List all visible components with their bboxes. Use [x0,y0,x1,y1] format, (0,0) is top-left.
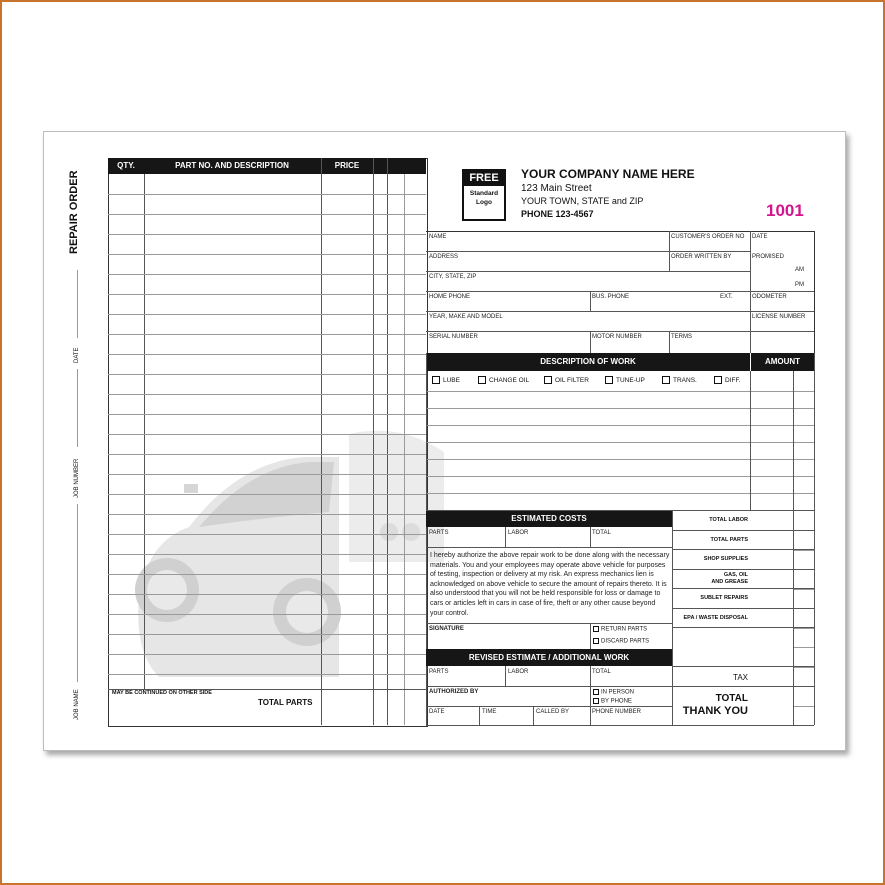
parts-table-row[interactable] [108,594,426,595]
change-oil-checkbox[interactable]: CHANGE OIL [478,376,529,384]
totals-total-parts-label: TOTAL PARTS [710,537,748,543]
parts-table-row[interactable] [108,634,426,635]
amount-header: AMOUNT [751,353,814,371]
repair-order-form [43,131,846,751]
work-description-row[interactable] [426,493,814,494]
company-street: 123 Main Street [521,183,592,194]
return-parts-checkbox[interactable]: RETURN PARTS [593,626,647,634]
parts-table-row[interactable] [108,674,426,675]
parts-table-row[interactable] [108,614,426,615]
epa-waste-label: EPA / WASTE DISPOSAL [683,615,748,621]
parts-table-row[interactable] [108,354,426,355]
total-labor-label: TOTAL LABOR [709,517,748,523]
promised-field[interactable]: PROMISED [752,254,785,260]
and-grease-label: AND GREASE [711,579,748,585]
parts-table-row[interactable] [108,494,426,495]
discard-parts-checkbox[interactable]: DISCARD PARTS [593,638,649,646]
revised-estimate-header: REVISED ESTIMATE / ADDITIONAL WORK [426,649,672,666]
work-description-row[interactable] [426,391,814,392]
parts-table-row[interactable] [108,414,426,415]
authorization-text: I hereby authorize the above repair work to be done along with the necessary materials. You and your employees may operate above vehicle for purposes of testing, inspection or delivery at my risk. An express mechanics lien is acknowledged on above vehicle to secure the amount of repairs thereto. It is also understood that you will not be held responsible for loss or damage to cars or articles left in cars in case of fire, theft or any other cause beyond your control. [430,552,670,617]
amount-row[interactable] [793,706,814,707]
parts-table-row[interactable] [108,394,426,395]
bus-phone-field[interactable]: BUS. PHONE [592,294,630,300]
promised-pm: PM [795,282,804,288]
year-make-model-field[interactable]: YEAR, MAKE AND MODEL [429,314,503,320]
rev-total-field[interactable]: TOTAL [592,669,611,675]
in-person-checkbox[interactable]: IN PERSON [593,689,634,697]
company-name: YOUR COMPANY NAME HERE [521,167,695,181]
date-label: DATE [74,347,80,363]
estimated-costs-header: ESTIMATED COSTS [426,510,672,527]
parts-table [108,158,428,727]
est-total-field[interactable]: TOTAL [592,530,611,536]
tax-label: TAX [733,673,748,682]
continued-note: MAY BE CONTINUED ON OTHER SIDE [112,690,212,696]
customers-order-no-field[interactable]: CUSTOMER'S ORDER NO [671,234,745,240]
parts-table-row[interactable] [108,254,426,255]
logo-free-text: FREE [464,171,504,186]
parts-table-row[interactable] [108,194,426,195]
parts-table-row[interactable] [108,234,426,235]
address-field[interactable]: ADDRESS [429,254,459,260]
motor-number-field[interactable]: MOTOR NUMBER [592,334,642,340]
amount-row[interactable] [793,647,814,648]
description-of-work-header: DESCRIPTION OF WORK [426,353,750,371]
logo-box [462,169,506,221]
parts-table-row[interactable] [108,514,426,515]
license-number-field[interactable]: LICENSE NUMBER [752,314,806,320]
work-description-row[interactable] [426,459,814,460]
ext-field[interactable]: EXT. [720,294,733,300]
parts-table-row[interactable] [108,374,426,375]
city-state-zip-field[interactable]: CITY, STATE, ZIP [429,274,477,280]
parts-table-row[interactable] [108,654,426,655]
parts-table-row[interactable] [108,214,426,215]
home-phone-field[interactable]: HOME PHONE [429,294,471,300]
work-description-row[interactable] [426,442,814,443]
serial-number-field[interactable]: SERIAL NUMBER [429,334,478,340]
sublet-repairs-label: SUBLET REPAIRS [700,595,748,601]
parts-table-row[interactable] [108,474,426,475]
phone-number-field[interactable]: PHONE NUMBER [592,709,642,715]
name-field[interactable]: NAME [429,234,447,240]
authorized-by-field[interactable]: AUTHORIZED BY [429,689,479,695]
form-number: 1001 [766,201,804,220]
rev-parts-field[interactable]: PARTS [429,669,449,675]
gas-oil-label: GAS, OIL [723,572,748,578]
odometer-field[interactable]: ODOMETER [752,294,787,300]
work-description-row[interactable] [426,408,814,409]
job-name-label: JOB NAME [74,689,80,720]
by-phone-checkbox[interactable]: BY PHONE [593,698,632,706]
signature-field[interactable]: SIGNATURE [429,626,464,632]
trans-checkbox[interactable]: TRANS. [662,376,697,384]
promised-am: AM [795,267,804,273]
lube-checkbox[interactable]: LUBE [432,376,460,384]
date-field[interactable]: DATE [752,234,768,240]
work-description-row[interactable] [426,425,814,426]
parts-table-row[interactable] [108,554,426,555]
rev-date-field[interactable]: DATE [429,709,445,715]
parts-table-row[interactable] [108,434,426,435]
diff-checkbox[interactable]: DIFF. [714,376,741,384]
thank-you-label: THANK YOU [682,705,748,717]
terms-field[interactable]: TERMS [671,334,692,340]
part-description-header: PART NO. AND DESCRIPTION [175,161,289,170]
shop-supplies-label: SHOP SUPPLIES [703,556,748,562]
job-number-label: JOB NUMBER [74,458,80,498]
oil-filter-checkbox[interactable]: OIL FILTER [544,376,589,384]
company-phone: PHONE 123-4567 [521,209,594,219]
company-city: YOUR TOWN, STATE and ZIP [521,196,644,206]
parts-table-row[interactable] [108,314,426,315]
parts-table-row[interactable] [108,294,426,295]
parts-table-row[interactable] [108,274,426,275]
parts-table-row[interactable] [108,574,426,575]
tune-up-checkbox[interactable]: TUNE-UP [605,376,645,384]
called-by-field[interactable]: CALLED BY [536,709,570,715]
est-parts-field[interactable]: PARTS [429,530,449,536]
parts-table-row[interactable] [108,334,426,335]
parts-table-row[interactable] [108,534,426,535]
logo-standard-text: Standard Logo [469,190,499,206]
order-written-by-field[interactable]: ORDER WRITTEN BY [671,254,732,260]
price-header: PRICE [334,161,360,170]
qty-header: QTY. [117,161,135,170]
work-description-row[interactable] [426,476,814,477]
parts-table-row[interactable] [108,454,426,455]
total-parts-label: TOTAL PARTS [258,698,313,707]
total-label: TOTAL [715,693,748,704]
form-title: REPAIR ORDER [68,170,80,254]
rev-time-field[interactable]: TIME [482,709,497,715]
rev-labor-field[interactable]: LABOR [508,669,529,675]
est-labor-field[interactable]: LABOR [508,530,529,536]
